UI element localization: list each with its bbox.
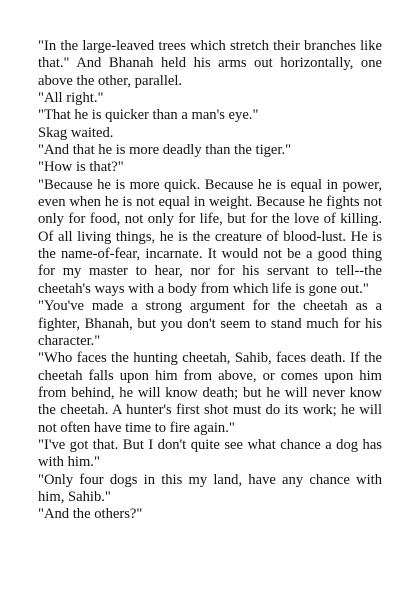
paragraph-8: "You've made a strong argument for the cheetah as a fighter, Bhanah, but you don't seem to stand much for his character." (38, 298, 382, 349)
paragraph-10: "I've got that. But I don't quite see what chance a dog has with him." (38, 436, 382, 471)
paragraph-6: "How is that?" (38, 159, 124, 176)
paragraph-7: "Because he is more quick. Because he is equal in power, even when he is not equal in weight. Because he fights not only for food, not only for life, but for the love of killing. Of all living things, he is the creature of blood-lust. He is the name-of-fear, incarnate. It would not be a good thing for my master to hear, nor for his servant to tell--the cheetah's ways with a body from which life is gone out." (38, 176, 382, 297)
paragraph-11: "Only four dogs in this my land, have any chance with him, Sahib." (38, 471, 382, 505)
paragraph-2: "All right." (38, 90, 104, 107)
paragraph-5: "And that he is more deadly than the tiger." (38, 142, 292, 159)
paragraph-4: Skag waited. (38, 124, 114, 141)
paragraph-1: "In the large-leaved trees which stretch their branches like that." And Bhanah held his arms out horizontally, one above the other, parallel. (38, 38, 382, 89)
book-page (38, 38, 382, 524)
paragraph-9: "Who faces the hunting cheetah, Sahib, faces death. If the cheetah falls upon him from above, or comes upon him from behind, he will know death; but he will never know the cheetah. A hunter's first shot must do its work; he will not often have time to fire again." (38, 350, 382, 436)
paragraph-3: "That he is quicker than a man's eye." (38, 107, 259, 124)
paragraph-12: "And the others?" (38, 506, 143, 523)
